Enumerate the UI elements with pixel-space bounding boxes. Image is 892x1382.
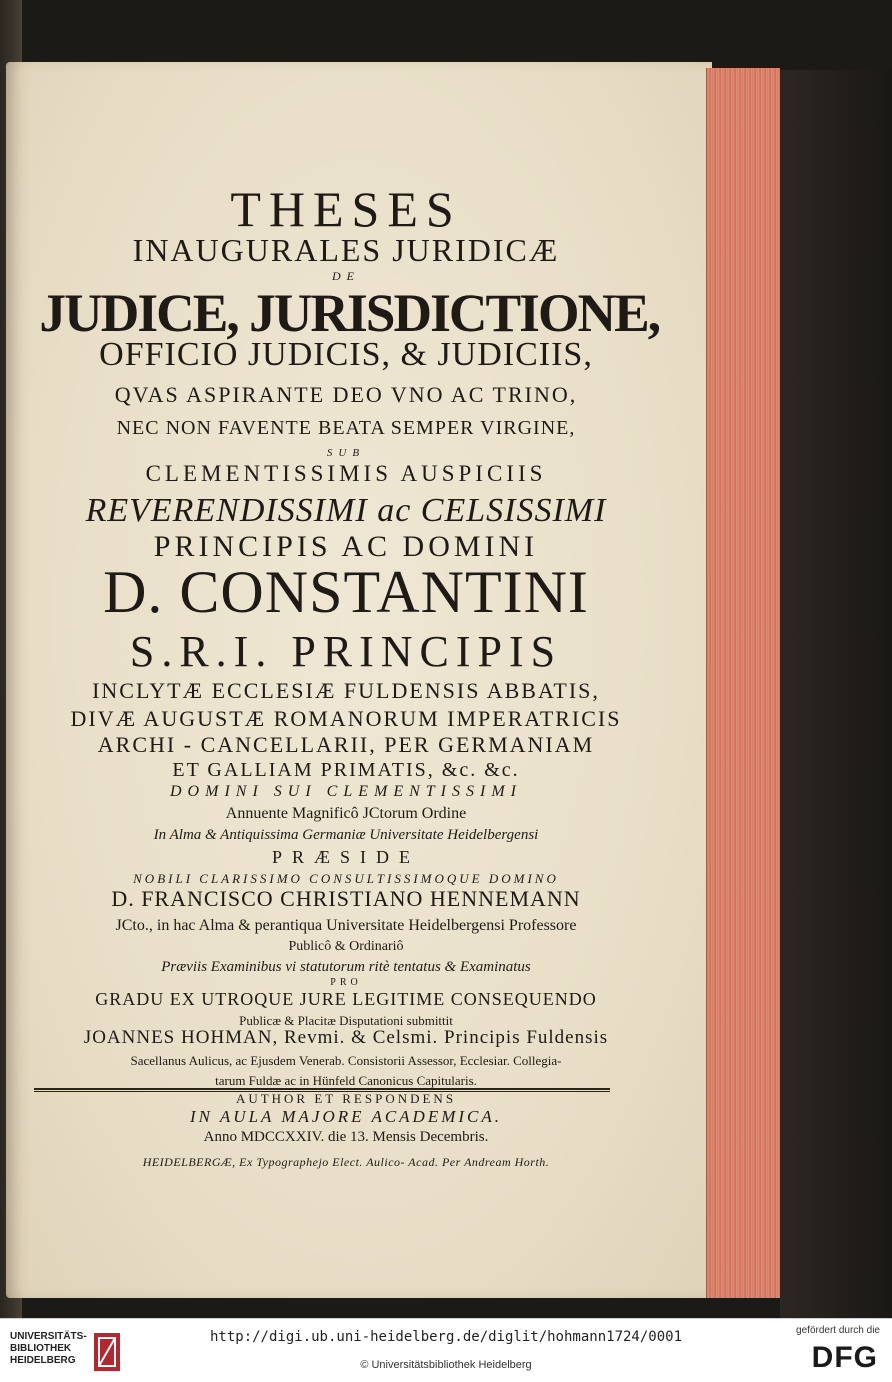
line-tarum: tarum Fuldæ ac in Hünfeld Canonicus Capitularis. bbox=[215, 1073, 477, 1088]
page-fore-edge bbox=[706, 68, 780, 1298]
title-page bbox=[6, 62, 712, 1298]
line-francisco: D. FRANCISCO CHRISTIANO HENNEMANN bbox=[111, 886, 581, 911]
copyright-notice: © Universitätsbibliothek Heidelberg bbox=[360, 1359, 532, 1371]
imprint-rule-thin bbox=[34, 1091, 610, 1092]
line-archi: ARCHI - CANCELLARII, PER GERMANIAM bbox=[97, 732, 595, 757]
line-annuente: Annuente Magnificô JCtorum Ordine bbox=[225, 805, 467, 822]
title-inaugurales: INAUGURALES JURIDICÆ bbox=[132, 232, 560, 268]
line-reverendissimi: REVERENDISSIMI ac CELSISSIMI bbox=[85, 492, 607, 529]
line-publico: Publicô & Ordinariô bbox=[288, 939, 404, 954]
line-praeside: PRÆSIDE bbox=[271, 847, 421, 867]
word-pro: PRO bbox=[330, 977, 362, 988]
word-de: DE bbox=[332, 269, 360, 283]
title-judice: JUDICE, JURISDICTIONE, bbox=[39, 283, 660, 343]
line-gradu: GRADU EX UTROQUE JURE LEGITIME CONSEQUENDO bbox=[95, 989, 597, 1009]
viewer-footer bbox=[0, 1318, 892, 1382]
line-constantini: D. CONSTANTINI bbox=[103, 559, 589, 625]
funded-by-label: gefördert durch die bbox=[796, 1325, 880, 1336]
logo-line: BIBLIOTHEK bbox=[10, 1343, 72, 1354]
line-clementissimis: CLEMENTISSIMIS AUSPICIIS bbox=[145, 461, 547, 486]
line-praeviis: Præviis Examinibus vi statutorum ritè tentatus & Examinatus bbox=[161, 959, 531, 975]
line-imprint: HEIDELBERGÆ, Ex Typographejo Elect. Aulico- Acad. Per Andream Horth. bbox=[142, 1155, 550, 1169]
line-anno: Anno MDCCXXIV. die 13. Mensis Decembris. bbox=[203, 1129, 489, 1145]
imprint-rule bbox=[34, 1088, 610, 1090]
line-nobili: NOBILI CLARISSIMO CONSULTISSIMOQUE DOMINO bbox=[133, 871, 559, 886]
line-inclytae: INCLYTÆ ECCLESIÆ FULDENSIS ABBATIS, bbox=[92, 678, 600, 703]
chronogram-nec: NEC NON FAVENTE BEATA SEMPER VIRGINE, bbox=[116, 417, 576, 439]
line-galliam: ET GALLIAM PRIMATIS, &c. &c. bbox=[172, 759, 520, 781]
line-joannes: JOANNES HOHMAN, Revmi. & Celsmi. Principis Fuldensis bbox=[83, 1027, 609, 1048]
permalink-url[interactable]: http://digi.ub.uni-heidelberg.de/diglit/hohmann1724/0001 bbox=[209, 1329, 682, 1345]
dfg-logo[interactable]: DFG bbox=[811, 1341, 878, 1374]
word-sub: SUB bbox=[326, 447, 366, 459]
logo-line: UNIVERSITÄTS- bbox=[10, 1331, 87, 1342]
title-theses: THESES bbox=[230, 181, 462, 237]
chronogram-quas: QVAS ASPIRANTE DEO VNO AC TRINO, bbox=[114, 382, 578, 407]
line-in-aula: IN AULA MAJORE ACADEMICA. bbox=[189, 1107, 503, 1126]
scan-background bbox=[780, 70, 892, 1318]
line-domini-sui: DOMINI SUI CLEMENTISSIMI bbox=[170, 783, 522, 800]
logo-line: HEIDELBERG bbox=[10, 1355, 76, 1366]
line-publicae: Publicæ & Placitæ Disputationi submittit bbox=[239, 1013, 453, 1028]
title-officio: OFFICIO JUDICIS, & JUDICIIS, bbox=[99, 336, 593, 373]
line-in-alma: In Alma & Antiquissima Germaniæ Universitate Heidelbergensi bbox=[153, 827, 539, 843]
line-jcto: JCto., in hac Alma & perantiqua Universitate Heidelbergensi Professore bbox=[115, 917, 577, 934]
line-principis: PRINCIPIS AC DOMINI bbox=[153, 530, 539, 563]
line-author: AUTHOR ET RESPONDENS bbox=[235, 1091, 457, 1106]
line-sacellanus: Sacellanus Aulicus, ac Ejusdem Venerab. Consistorii Assessor, Ecclesiar. Collegia- bbox=[130, 1053, 562, 1068]
line-sri-principis: S.R.I. PRINCIPIS bbox=[129, 627, 563, 676]
line-divae: DIVÆ AUGUSTÆ ROMANORUM IMPERATRICIS bbox=[70, 706, 622, 731]
